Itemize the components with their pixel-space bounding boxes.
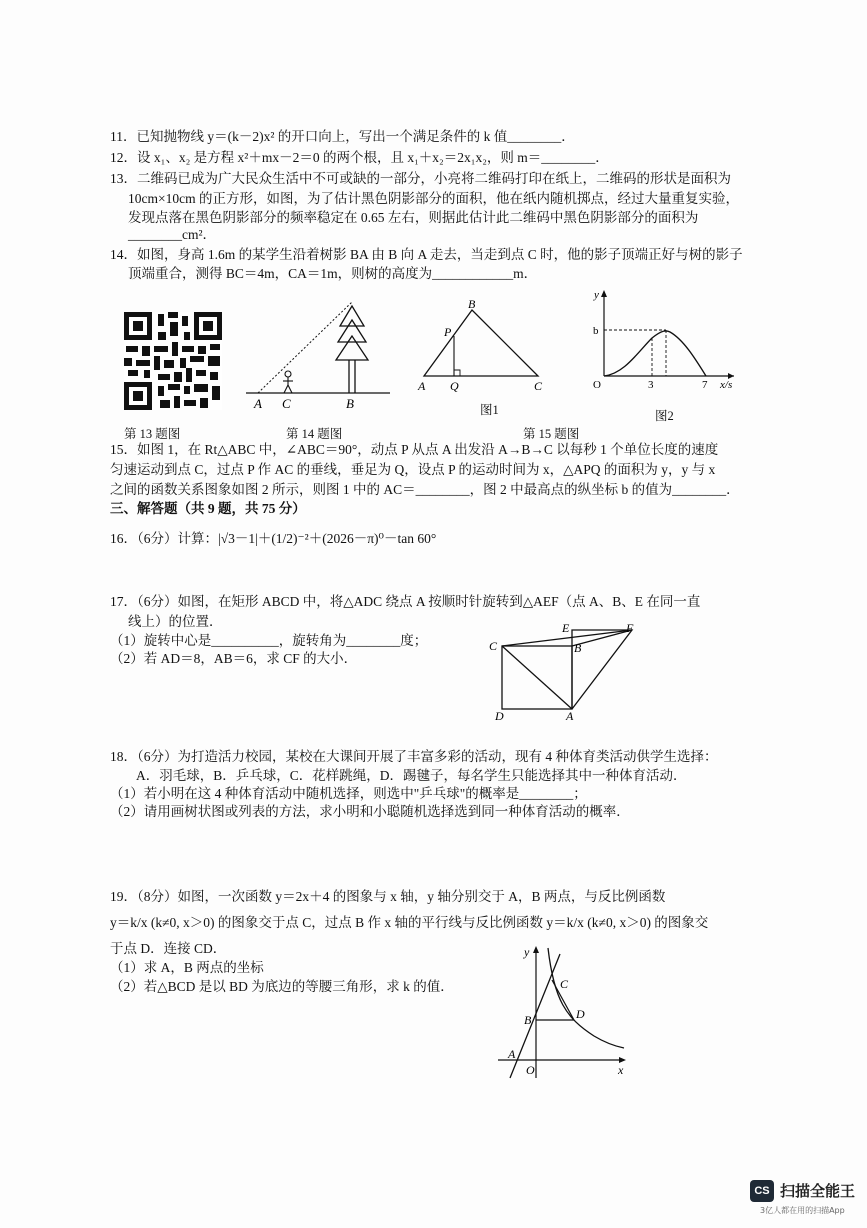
q17-line-2: 线上）的位置． [128,614,223,629]
function-intersection-figure [494,940,630,1082]
q15-line-3: 之间的函数关系图象如图 2 所示，则图 1 中的 AC＝________，图 2 中最高点的纵坐标 b 的值为________． [110,482,740,497]
q11-line: 11．已知抛物线 y＝(k－2)x² 的开口向上，写出一个满足条件的 k 值________． [110,129,575,144]
point-a-label: A [508,1047,516,1061]
sun-ray [258,302,352,393]
point-c-label: C [282,396,291,410]
fig15-1-caption: 图1 [480,403,499,417]
q18-line-2: A．羽毛球，B．乒乓球，C．花样跳绳，D．踢毽子，每名学生只能选择其中一种体育活动． [136,768,687,783]
watermark-tagline: 3亿人都在用的扫描App [760,1206,845,1215]
origin-label: O [593,379,601,391]
origin-label: O [526,1063,535,1077]
point-b-label: B [524,1013,532,1027]
x-tick-3: 3 [648,379,654,391]
q13-line-1: 13．二维码已成为广大民众生活中不可或缺的一部分，小亮将二维码打印在纸上，二维码的形状是面积为 [110,171,731,186]
section-3-heading: 三、解答题（共 9 题，共 75 分） [110,501,306,516]
point-a-label: A [254,396,262,410]
point-b-label: B [346,396,354,410]
q12-line: 12．设 x₁、x₂ 是方程 x²＋mx－2＝0 的两个根，且 x₁＋x₂＝2x₁x₂，则 m＝________． [110,150,609,165]
point-p-label: P [444,325,452,339]
fig14-caption: 第 14 题图 [286,427,343,441]
q13-line-3: 发现点落在黑色阴影部分的频率稳定在 0.65 左右，则据此估计此二维码中黑色阴影部分的面积为 [128,210,699,225]
point-c-label: C [560,977,569,991]
point-f-label: F [626,621,634,635]
fig15-caption: 第 15 题图 [523,427,580,441]
q19-line-1: 19．（8分）如图，一次函数 y＝2x＋4 的图象与 x 轴，y 轴分别交于 A，B 两点，与反比例函数 [110,889,666,904]
qr-code-figure [124,312,222,410]
q19-line-2: y＝k/x (k≠0, x＞0) 的图象交于点 C，过点 B 作 x 轴的平行线与反比例函数 y＝k/x (k≠0, x＞0) 的图象交 [110,915,709,930]
b-tick-label: b [593,325,599,337]
rectangle-rotation-figure [486,620,646,726]
x-axis-label: x [618,1063,624,1077]
q19-line-4: （1）求 A，B 两点的坐标 [110,960,264,975]
point-a-label: A [566,709,574,723]
watermark-app-name: 扫描全能王 [780,1182,856,1200]
point-c-label: C [534,379,543,393]
point-a-label: A [418,379,426,393]
tree-icon [336,306,368,393]
x-axis-label: x/s [720,379,733,391]
q14-line-1: 14．如图，身高 1.6m 的某学生沿着树影 BA 由 B 向 A 走去，当走到点 C 时，他的影子顶端正好与树的影子 [110,247,743,262]
point-d-label: D [495,709,504,723]
triangle-figure-1 [414,298,554,398]
shadow-figure [244,298,392,410]
student-icon [283,371,293,393]
camscanner-logo-icon: CS [750,1180,774,1202]
y-axis-label: y [594,289,599,301]
x-tick-7: 7 [702,379,708,391]
q17-line-1: 17．（6分）如图，在矩形 ABCD 中，将△ADC 绕点 A 按顺时针旋转到△AEF（点 A、B、E 在同一直 [110,594,701,609]
fig15-2-caption: 图2 [655,409,674,423]
q17-line-4: （2）若 AD＝8，AB＝6，求 CF 的大小． [110,651,358,666]
q16-line: 16．（6分）计算：|√3－1|＋(1/2)⁻²＋(2026－π)⁰－tan 60° [110,531,437,546]
q18-line-3: （1）若小明在这 4 种体育活动中随机选择，则选中"乒乓球"的概率是________； [110,786,587,801]
q15-line-2: 匀速运动到点 C，过点 P 作 AC 的垂线，垂足为 Q，设点 P 的运动时间为 x，△APQ 的面积为 y，y 与 x [110,462,716,477]
point-b-label: B [574,641,582,655]
q17-line-3: （1）旋转中心是__________，旋转角为________度； [110,633,428,648]
q13-line-2: 10cm×10cm 的正方形，如图，为了估计黑色阴影部分的面积，他在纸内随机掷点，经过大量重复实验， [128,191,739,206]
point-d-label: D [576,1007,585,1021]
q19-line-5: （2）若△BCD 是以 BD 为底边的等腰三角形，求 k 的值． [110,979,454,994]
q14-line-2: 顶端重合，测得 BC＝4m，CA＝1m，则树的高度为____________m． [128,266,538,281]
q18-line-4: （2）请用画树状图或列表的方法，求小明和小聪随机选择选到同一种体育活动的概率． [110,804,630,819]
point-e-label: E [562,621,570,635]
q19-line-3: 于点 D．连接 CD． [110,941,227,956]
point-b-label: B [468,298,476,311]
y-axis-label: y [524,945,530,959]
point-q-label: Q [450,379,459,393]
function-graph-figure [584,284,742,394]
q13-line-4: ________cm²． [128,227,217,242]
point-c-label: C [489,639,498,653]
q18-line-1: 18．（6分）为打造活力校园，某校在大课间开展了丰富多彩的活动，现有 4 种体育类活动供学生选择： [110,749,718,764]
fig13-caption: 第 13 题图 [124,427,181,441]
q15-line-1: 15．如图 1，在 Rt△ABC 中，∠ABC＝90°，动点 P 从点 A 出发沿 A→B→C 以每秒 1 个单位长度的速度 [110,442,719,457]
